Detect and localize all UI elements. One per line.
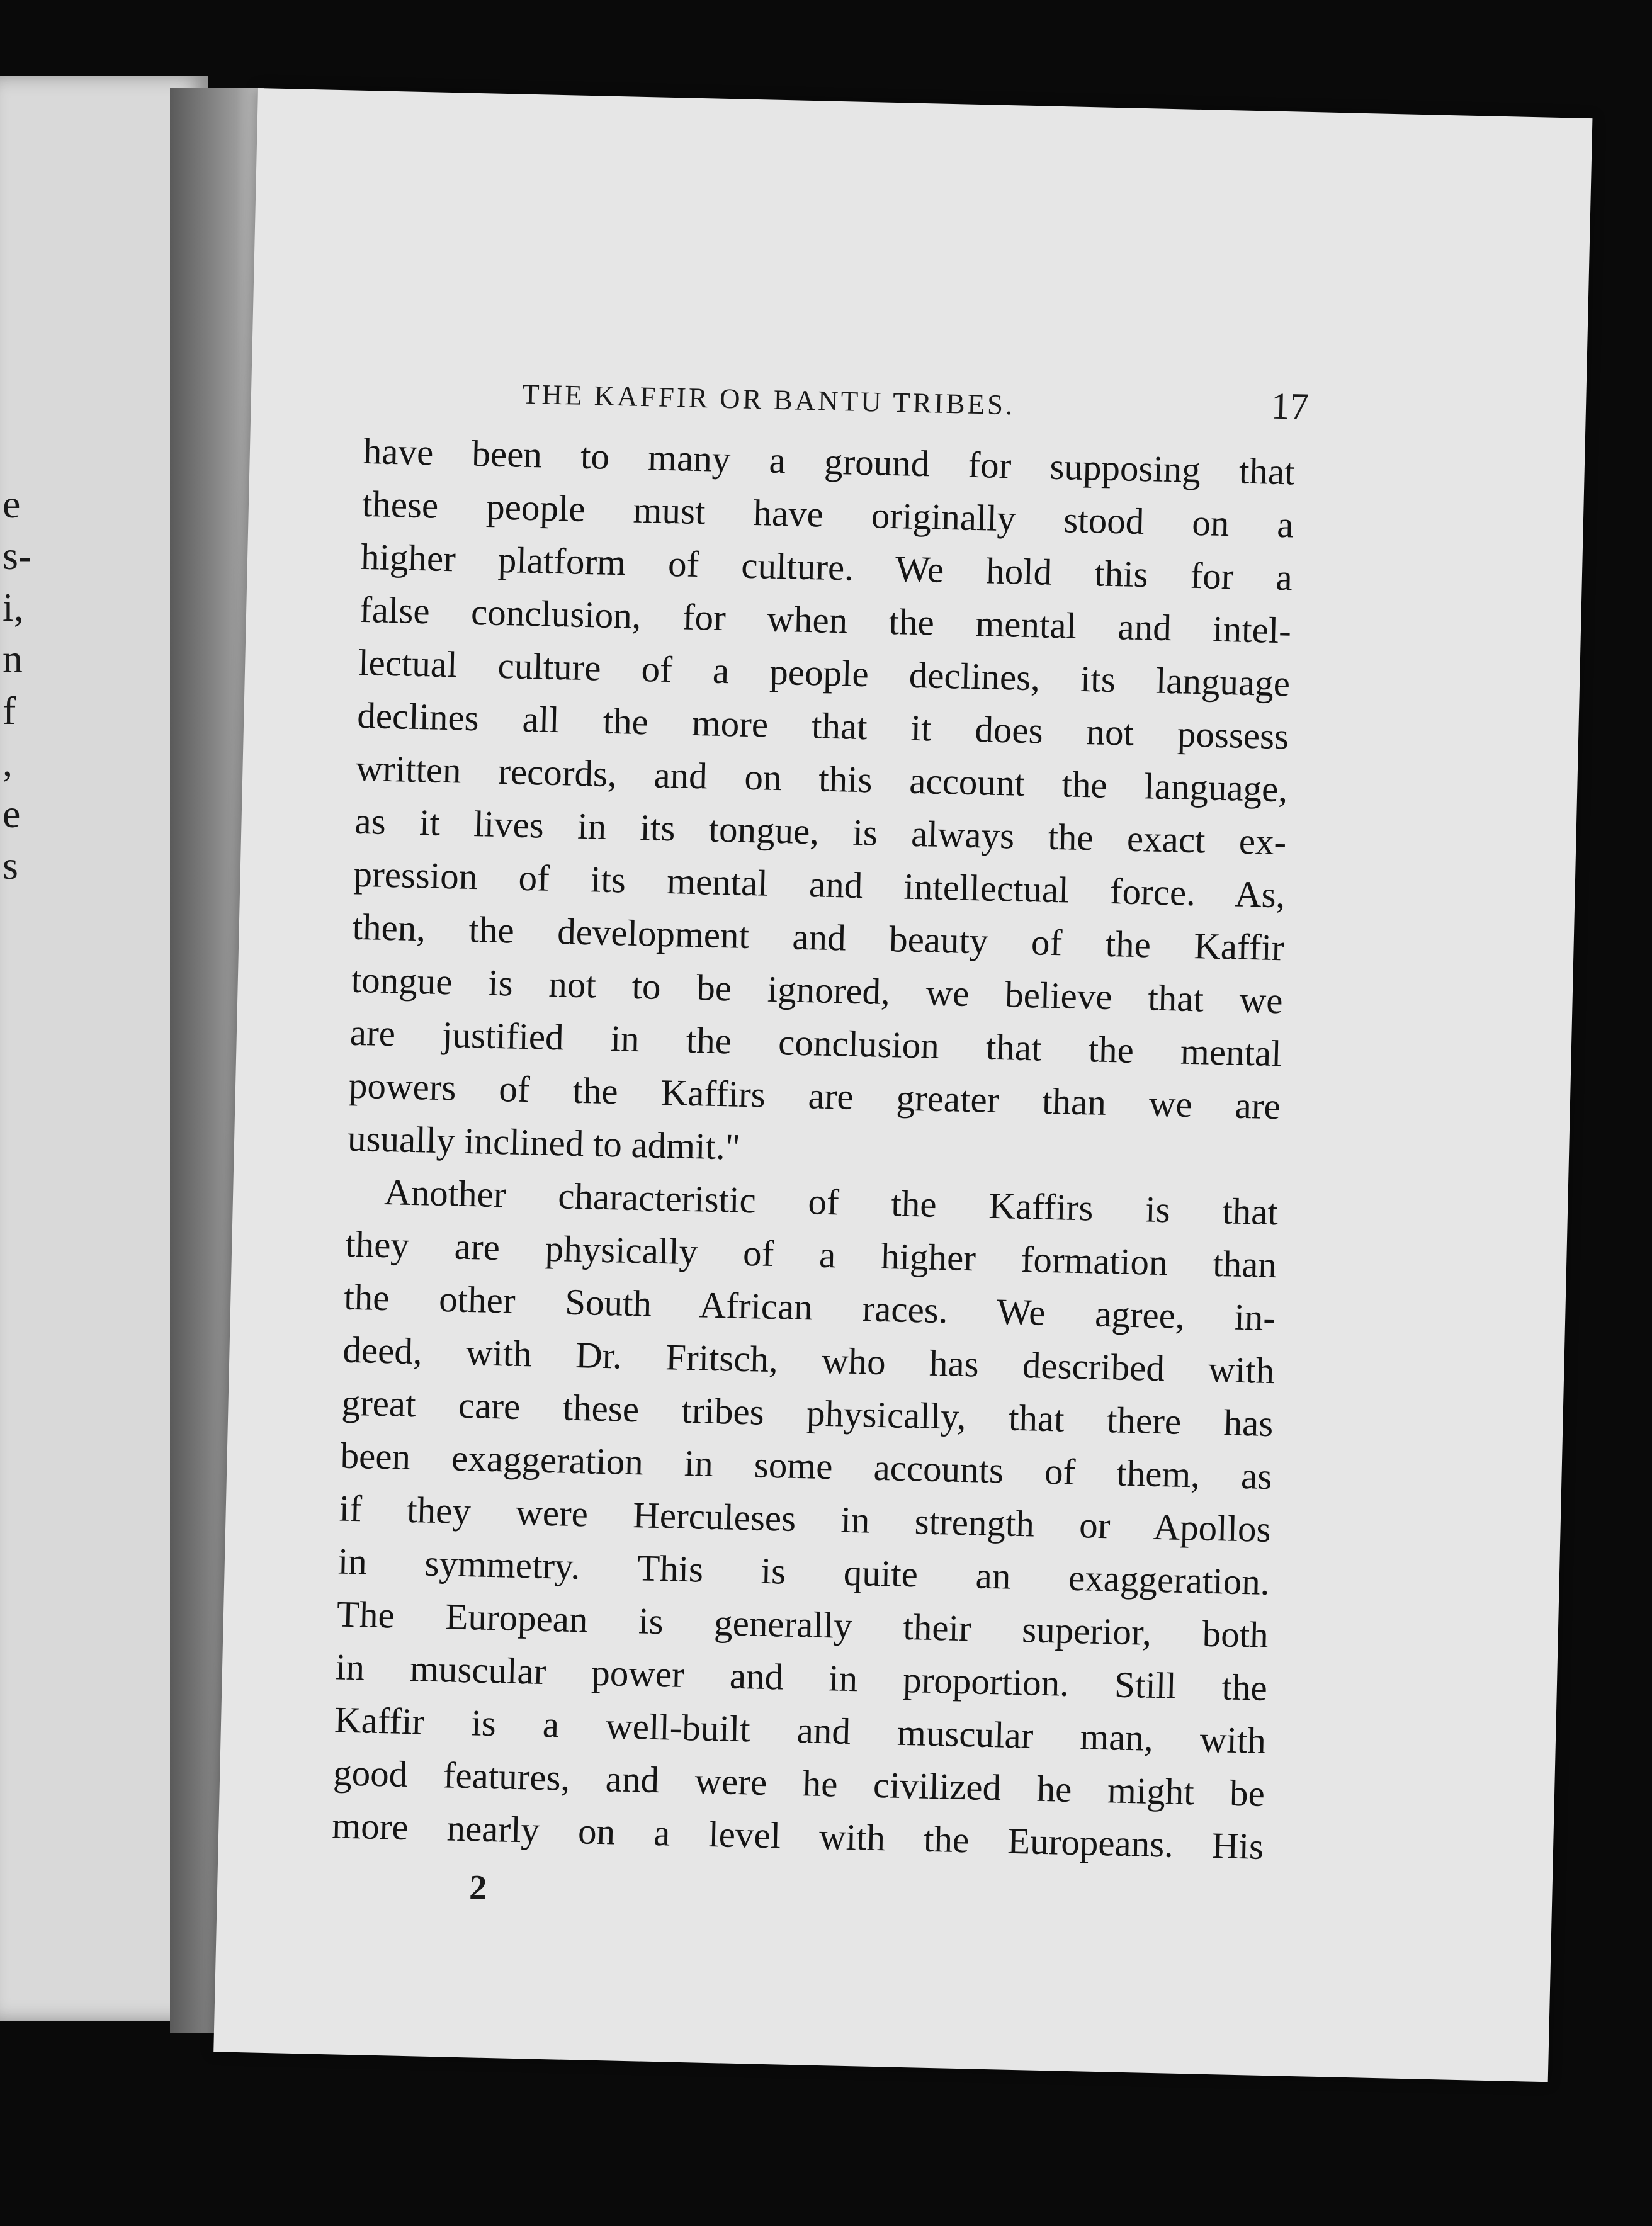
text-line: then, the development and beauty of the Kaffir bbox=[352, 905, 1285, 969]
text-line: The European is generally their superior, both bbox=[336, 1593, 1269, 1656]
previous-page-text-fragments bbox=[0, 478, 32, 891]
page-number: 17 bbox=[1270, 385, 1310, 427]
text-line: as it lives in its tongue, is always the exact ex- bbox=[354, 799, 1287, 863]
fragment-line: e bbox=[3, 791, 21, 836]
signature-mark: 2 bbox=[468, 1868, 487, 1907]
paragraph-start-line: Another characteristic of the Kaffirs is that bbox=[383, 1171, 1279, 1233]
text-line: if they were Herculeses in strength or Apollos bbox=[339, 1487, 1272, 1551]
text-line: higher platform of culture. We hold this for a bbox=[360, 535, 1293, 599]
book-page bbox=[213, 88, 1592, 2082]
fragment-line: s bbox=[3, 843, 18, 888]
text-line: written records, and on this account the language, bbox=[355, 747, 1288, 810]
text-line: Kaffir is a well-built and muscular man, with bbox=[334, 1698, 1267, 1761]
text-line: lectual culture of a people declines, its language bbox=[358, 641, 1291, 704]
text-line: are justified in the conclusion that the mental bbox=[349, 1011, 1282, 1075]
fragment-line: n bbox=[3, 636, 23, 681]
text-line: in symmetry. This is quite an exaggeration. bbox=[337, 1540, 1270, 1603]
paragraph-end-line: usually inclined to admit." bbox=[347, 1117, 741, 1168]
text-line: deed, with Dr. Fritsch, who has described with bbox=[342, 1328, 1275, 1392]
text-line: more nearly on a level with the Europeans. His bbox=[331, 1804, 1264, 1867]
text-line: pression of its mental and intellectual force. As, bbox=[353, 852, 1286, 916]
text-line: the other South African races. We agree, in- bbox=[343, 1275, 1276, 1339]
running-title: THE KAFFIR OR BANTU TRIBES. bbox=[521, 378, 1016, 421]
text-line: good features, and were he civilized he might be bbox=[332, 1751, 1265, 1814]
fragment-line: f bbox=[3, 688, 16, 733]
text-line: declines all the more that it does not possess bbox=[356, 694, 1289, 757]
text-line: have been to many a ground for supposing that bbox=[363, 429, 1296, 493]
text-line: in muscular power and in proportion. Still the bbox=[335, 1646, 1268, 1709]
fragment-line: i, bbox=[3, 585, 24, 630]
text-line: powers of the Kaffirs are greater than we are bbox=[348, 1064, 1281, 1127]
page-content bbox=[331, 361, 1310, 1926]
text-line: great care these tribes physically, that there has bbox=[341, 1381, 1274, 1445]
fragment-line: s- bbox=[3, 533, 32, 578]
text-line: false conclusion, for when the mental and intel- bbox=[359, 588, 1292, 652]
text-line: these people must have originally stood on a bbox=[361, 482, 1294, 546]
fragment-line: , bbox=[3, 740, 13, 784]
text-line: been exaggeration in some accounts of them, as bbox=[340, 1434, 1273, 1498]
text-line: they are physically of a higher formation than bbox=[344, 1223, 1277, 1286]
text-line: tongue is not to be ignored, we believe that we bbox=[351, 958, 1284, 1022]
fragment-line: e bbox=[3, 482, 21, 526]
